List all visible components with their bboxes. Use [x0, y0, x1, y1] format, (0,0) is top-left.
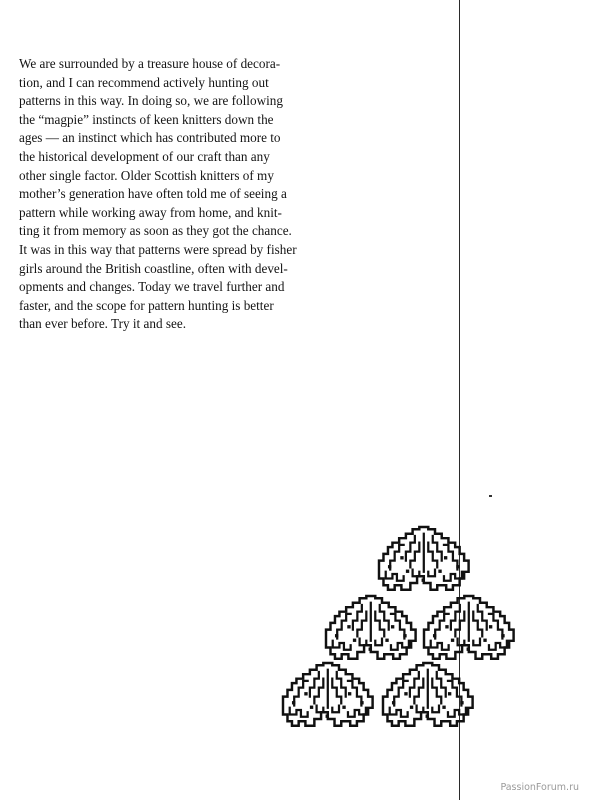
- watermark: PassionForum.ru: [500, 782, 579, 793]
- body-line: other single factor. Older Scottish knitters of my: [19, 167, 274, 183]
- body-line: It was in this way that patterns were spread by fisher: [19, 241, 297, 257]
- body-line: ages — an instinct which has contributed more to: [19, 130, 281, 146]
- body-line: pattern while working away from home, and knit-: [19, 204, 282, 220]
- body-line: girls around the British coastline, often with devel-: [19, 260, 288, 276]
- fan-motif: [383, 663, 473, 726]
- body-line: than ever before. Try it and see.: [19, 316, 186, 332]
- body-line: opments and changes. Today we travel further and: [19, 279, 285, 295]
- fan-motif: [326, 596, 416, 659]
- fan-motif: [283, 663, 373, 726]
- body-line: mother’s generation have often told me of seeing a: [19, 186, 287, 202]
- body-line: tion, and I can recommend actively hunting out: [19, 74, 269, 90]
- fan-motif: [379, 527, 469, 590]
- body-line: faster, and the scope for pattern hunting is better: [19, 297, 274, 313]
- body-line: We are surrounded by a treasure house of decora-: [19, 56, 281, 71]
- fan-motif: [424, 596, 514, 659]
- body-line: the historical development of our craft than any: [19, 148, 270, 164]
- body-line: patterns in this way. In doing so, we are following: [19, 93, 283, 109]
- fan-motif-group: [283, 527, 514, 726]
- body-line: the “magpie” instincts of keen knitters down the: [19, 111, 274, 127]
- body-line: ting it from memory as soon as they got the chance.: [19, 223, 292, 239]
